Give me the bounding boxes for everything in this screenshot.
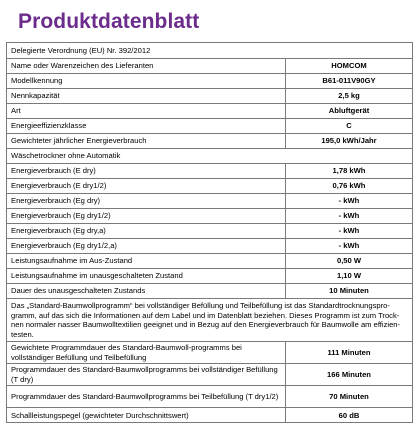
row-value: 166 Minuten (286, 364, 413, 386)
row-value: 60 dB (286, 408, 413, 423)
row-value: - kWh (286, 239, 413, 254)
row-label: Energieeffizienzklasse (7, 119, 286, 134)
row-value: 70 Minuten (286, 386, 413, 408)
row-label: Gewichteter jährlicher Energieverbrauch (7, 134, 286, 149)
row-value: - kWh (286, 224, 413, 239)
row-label: Energieverbrauch (Eg dry1/2) (7, 209, 286, 224)
table-row (7, 364, 413, 386)
table-row (7, 74, 413, 89)
table-row (7, 119, 413, 134)
row-label: Gewichtete Programmdauer des Standard-Baumwoll-programms bei vollständiger Befüllung und Teilbefüllung (7, 342, 286, 364)
row-label: Energieverbrauch (E dry1/2) (7, 179, 286, 194)
row-label: Energieverbrauch (Eg dry1/2,a) (7, 239, 286, 254)
row-value: - kWh (286, 209, 413, 224)
regulation-row (7, 43, 413, 59)
table-row (7, 164, 413, 179)
row-label: Art (7, 104, 286, 119)
row-label: Energieverbrauch (Eg dry) (7, 194, 286, 209)
table-row (7, 89, 413, 104)
row-label: Nennkapazität (7, 89, 286, 104)
table-row (7, 269, 413, 284)
table-row (7, 386, 413, 408)
table-row (7, 179, 413, 194)
row-value: Abluftgerät (286, 104, 413, 119)
row-label: Programmdauer des Standard-Baumwollprogramms bei vollständiger Befüllung (T dry) (7, 364, 286, 386)
row-label: Leistungsaufnahme im unausgeschalteten Zustand (7, 269, 286, 284)
section-row (7, 149, 413, 164)
row-label: Leistungsaufnahme im Aus-Zustand (7, 254, 286, 269)
table-row (7, 209, 413, 224)
row-value: C (286, 119, 413, 134)
row-label: Name oder Warenzeichen des Lieferanten (7, 59, 286, 74)
regulation-text: Delegierte Verordnung (EU) Nr. 392/2012 (7, 43, 413, 59)
standard-program-note: Das „Standard-Baumwollprogramm“ bei vollständiger Befüllung und Teilbefüllung ist das Standardtrocknungspro-gramm, auf das sich die Informationen auf dem Label und im Datenblatt beziehen. Dieses Programm ist zum Trock-nen normaler nasser Baumwolltextilien geeignet und in Bezug auf den Energieverbrauch für Baumwolle am effizien-testen. (7, 299, 413, 342)
product-data-table (6, 42, 413, 423)
table-row (7, 342, 413, 364)
table-row (7, 408, 413, 423)
table-row (7, 134, 413, 149)
row-value: 1,10 W (286, 269, 413, 284)
table-row (7, 194, 413, 209)
row-value: 2,5 kg (286, 89, 413, 104)
table-row (7, 59, 413, 74)
row-value: HOMCOM (286, 59, 413, 74)
row-value: B61-011V90GY (286, 74, 413, 89)
section-no-auto: Wäschetrockner ohne Automatik (7, 149, 413, 164)
row-value: 195,0 kWh/Jahr (286, 134, 413, 149)
row-label: Modellkennung (7, 74, 286, 89)
table-row (7, 254, 413, 269)
table-row (7, 284, 413, 299)
row-label: Energieverbrauch (Eg dry,a) (7, 224, 286, 239)
row-value: - kWh (286, 194, 413, 209)
note-row (7, 299, 413, 342)
row-label: Programmdauer des Standard-Baumwollprogramms bei Teilbefüllung (T dry1/2) (7, 386, 286, 408)
page-title: Produktdatenblatt (18, 10, 200, 33)
row-value: 1,78 kWh (286, 164, 413, 179)
table-row (7, 239, 413, 254)
row-label: Energieverbrauch (E dry) (7, 164, 286, 179)
row-label: Dauer des unausgeschalteten Zustands (7, 284, 286, 299)
row-value: 0,76 kWh (286, 179, 413, 194)
row-value: 111 Minuten (286, 342, 413, 364)
row-value: 10 Minuten (286, 284, 413, 299)
row-value: 0,50 W (286, 254, 413, 269)
row-label: Schallleistungspegel (gewichteter Durchschnittswert) (7, 408, 286, 423)
table-row (7, 224, 413, 239)
table-row (7, 104, 413, 119)
